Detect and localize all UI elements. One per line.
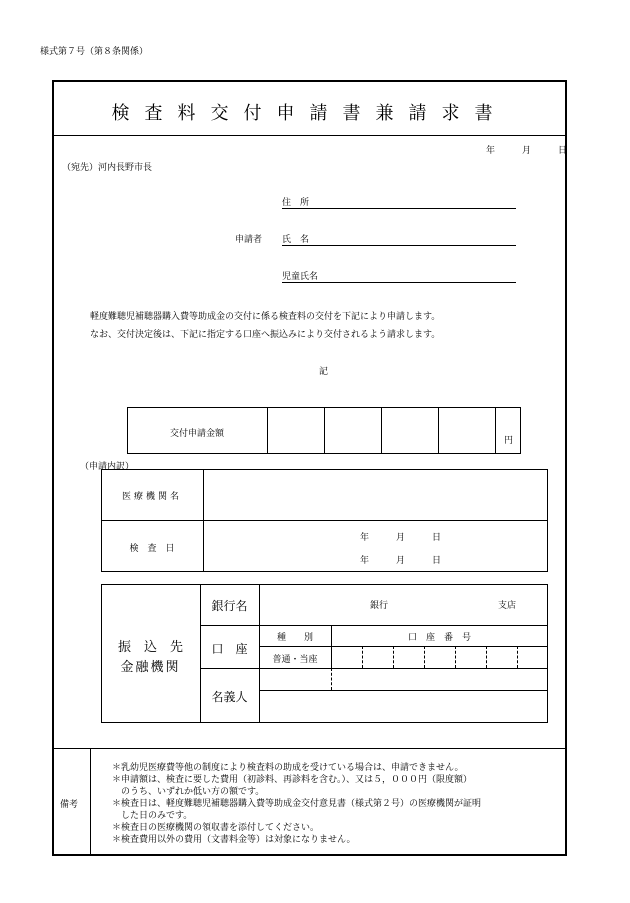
amount-label: 交付申請金額: [169, 429, 224, 439]
amount-input[interactable]: [268, 408, 495, 453]
date-year-label: 年: [486, 146, 496, 156]
note-line-1: ＊乳幼児医療費等他の制度により検査料の助成を受けている場合は、申請できません。: [112, 763, 464, 773]
institution-label: 医療機関名: [121, 492, 182, 502]
bank-name-label: 銀行名: [211, 599, 248, 613]
account-label: 口 座: [211, 642, 248, 656]
breakdown-heading: （申請内訳）: [80, 462, 135, 472]
exam-date-label: 検 査 日: [129, 544, 175, 554]
bank-section-label-1: 振 込 先: [117, 640, 183, 655]
ki-label: 記: [319, 367, 329, 377]
institution-input[interactable]: [204, 470, 547, 519]
holder-label: 名義人: [211, 690, 248, 704]
addressee: （宛先）河内長野市長: [62, 163, 153, 173]
body-line-1: 軽度難聴児補聴器購入費等助成金の交付に係る検査料の交付を下記により申請します。: [90, 312, 441, 322]
name-label: 氏 名: [282, 235, 310, 245]
bank-section-label-2: 金融機関: [120, 660, 181, 675]
account-number-label: 口 座 番 号: [407, 633, 471, 643]
exam-date-2-month: 月: [396, 556, 406, 566]
branch-suffix: 支店: [498, 601, 517, 611]
exam-date-2-year: 年: [360, 556, 370, 566]
account-type-label: 種 別: [276, 633, 313, 643]
body-line-2: なお、交付決定後は、下記に指定する口座へ振込みにより交付されるよう請求します。: [90, 330, 441, 340]
form-title: 検査料交付申請書兼請求書: [111, 103, 508, 124]
child-name-field[interactable]: [282, 268, 516, 283]
bank-suffix: 銀行: [370, 601, 389, 611]
note-line-5: した日のみです。: [112, 811, 193, 821]
exam-date-2-day: 日: [432, 556, 442, 566]
note-line-6: ＊検査日の医療機関の領収書を添付してください。: [112, 823, 320, 833]
exam-date-1-month: 月: [396, 533, 406, 543]
address-field[interactable]: [282, 194, 516, 209]
notes-label: 備考: [60, 800, 79, 810]
exam-date-1-day: 日: [432, 533, 442, 543]
date-month-label: 月: [522, 146, 532, 156]
account-number-input[interactable]: [332, 647, 547, 668]
holder-input[interactable]: [260, 669, 547, 722]
name-field[interactable]: [282, 231, 516, 246]
title-divider: [53, 135, 566, 136]
applicant-label: 申請者: [235, 235, 263, 245]
form-number: 様式第７号（第８条関係）: [40, 47, 149, 57]
note-line-2: ＊申請額は、検査に要した費用（初診料、再診料を含む。）、又は５，０００円（限度額）: [112, 775, 473, 785]
note-line-4: ＊検査日は、軽度難聴児補聴器購入費等助成金交付意見書（様式第２号）の医療機関が証明: [112, 799, 482, 809]
note-line-7: ＊検査費用以外の費用（文書料金等）は対象になりません。: [112, 835, 356, 845]
child-name-label: 児童氏名: [282, 272, 319, 282]
note-line-3: のうち、いずれか低い方の額です。: [112, 787, 265, 797]
date-day-label: 日: [558, 146, 568, 156]
account-type-value[interactable]: 普通・当座: [272, 655, 318, 665]
address-label: 住 所: [282, 198, 310, 208]
exam-date-1-year: 年: [360, 533, 370, 543]
bank-name-input[interactable]: [260, 585, 547, 625]
amount-unit: 円: [504, 436, 514, 446]
